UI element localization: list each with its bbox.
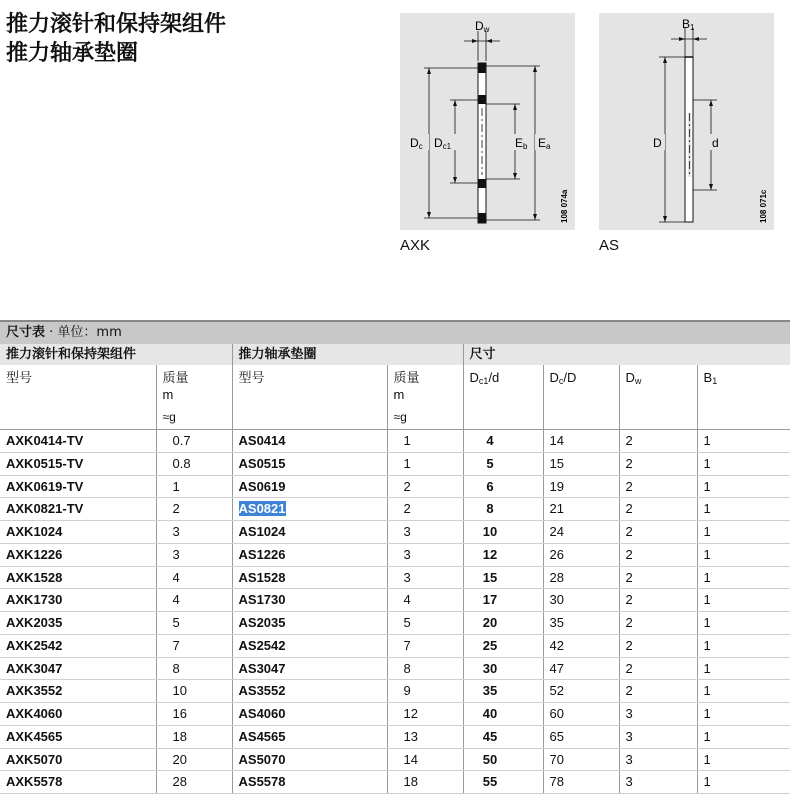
as-mass-cell: 1 [387,430,463,453]
axk-roller-bottom [478,213,486,223]
group-header-as: 推力轴承垫圈 [232,344,463,365]
axk-type-cell: AXK2542 [0,634,156,657]
axk-mass-cell: 28 [156,771,232,794]
dw-cell: 2 [619,657,697,680]
axk-type-cell: AXK5578 [0,771,156,794]
dc-cell: 15 [543,452,619,475]
axk-mass-cell: 3 [156,543,232,566]
as-type-cell: AS1730 [232,589,387,612]
dc-cell: 28 [543,566,619,589]
dc1-cell: 35 [463,680,543,703]
table-caption-bold: 尺寸表 [6,325,46,340]
dc-cell: 60 [543,703,619,726]
dc1-cell: 8 [463,498,543,521]
dc-cell: 26 [543,543,619,566]
as-type-cell: AS3552 [232,680,387,703]
table-row [0,703,790,726]
dw-cell: 2 [619,452,697,475]
col-dw: $D_w$ [619,365,697,430]
axk-mass-cell: 8 [156,657,232,680]
axk-mass-cell: 10 [156,680,232,703]
b1-cell: 1 [697,498,790,521]
axk-roller-inner-top [478,95,486,104]
as-mass-cell: 13 [387,725,463,748]
axk-mass-cell: 16 [156,703,232,726]
axk-mass-cell: 3 [156,521,232,544]
as-mass-cell: 1 [387,452,463,475]
as-diagram [599,13,774,230]
as-mass-cell: 2 [387,475,463,498]
b1-cell: 1 [697,612,790,635]
dc1-cell: 5 [463,452,543,475]
axk-type-cell: AXK3047 [0,657,156,680]
dc1-cell: 17 [463,589,543,612]
b1-cell: 1 [697,475,790,498]
table-row [0,771,790,794]
axk-type-cell: AXK2035 [0,612,156,635]
dc1-cell: 20 [463,612,543,635]
page-title [6,10,226,68]
as-type-cell: AS5070 [232,748,387,771]
as-drawing-code: 108 071c [759,189,768,223]
axk-roller-top [478,63,486,73]
group-header-axk: 推力滚针和保持架组件 [0,344,232,365]
table-row [0,589,790,612]
dc-cell: 65 [543,725,619,748]
dw-cell: 2 [619,589,697,612]
col-as-mass: 质量 m ≈g [387,365,463,430]
table-row [0,634,790,657]
table-caption-unit: · 单位：mm [45,325,122,340]
table-row [0,430,790,453]
axk-type-cell: AXK1226 [0,543,156,566]
b1-cell: 1 [697,452,790,475]
axk-type-cell: AXK0619-TV [0,475,156,498]
dc1-cell: 25 [463,634,543,657]
table-row [0,657,790,680]
as-type-cell: AS1528 [232,566,387,589]
axk-type-cell: AXK5070 [0,748,156,771]
table-row [0,725,790,748]
table-row [0,543,790,566]
table-row [0,612,790,635]
as-mass-cell: 14 [387,748,463,771]
dw-cell: 2 [619,634,697,657]
as-mass-cell: 18 [387,771,463,794]
b1-cell: 1 [697,589,790,612]
dw-cell: 2 [619,498,697,521]
dw-cell: 3 [619,725,697,748]
b1-cell: 1 [697,680,790,703]
axk-type-cell: AXK0515-TV [0,452,156,475]
dc-cell: 14 [543,430,619,453]
axk-mass-cell: 20 [156,748,232,771]
axk-label-dc1: Dc1 [434,136,452,151]
dw-cell: 2 [619,566,697,589]
b1-cell: 1 [697,771,790,794]
dc1-cell: 15 [463,566,543,589]
as-mass-cell: 3 [387,566,463,589]
axk-mass-cell: 7 [156,634,232,657]
axk-type-cell: AXK1528 [0,566,156,589]
dc-cell: 35 [543,612,619,635]
dc1-cell: 50 [463,748,543,771]
axk-type-cell: AXK4060 [0,703,156,726]
col-as-type: 型号 [232,365,387,430]
axk-diagram [400,13,575,230]
as-type-cell: AS0515 [232,452,387,475]
as-mass-cell: 5 [387,612,463,635]
table-row [0,521,790,544]
as-type-cell [232,498,387,521]
dc1-cell: 4 [463,430,543,453]
col-axk-mass: 质量 m ≈g [156,365,232,430]
dc-cell: 30 [543,589,619,612]
as-type-cell: AS2035 [232,612,387,635]
axk-mass-cell: 5 [156,612,232,635]
axk-type-cell: AXK4565 [0,725,156,748]
axk-drawing-code: 108 074a [560,189,569,223]
dc-cell: 21 [543,498,619,521]
b1-cell: 1 [697,566,790,589]
col-b1: $B_1$ [697,365,790,430]
col-axk-type: 型号 [0,365,156,430]
as-type-cell: AS0619 [232,475,387,498]
dc-cell: 70 [543,748,619,771]
axk-roller-inner-bottom [478,179,486,188]
table-row [0,452,790,475]
dc1-cell: 6 [463,475,543,498]
as-label-d-outer: D [653,136,662,150]
axk-type-cell: AXK3552 [0,680,156,703]
dc-cell: 42 [543,634,619,657]
table-row [0,748,790,771]
axk-mass-cell: 4 [156,589,232,612]
col-dc: $D_c/D$ [543,365,619,430]
axk-type-cell: AXK0414-TV [0,430,156,453]
as-mass-cell: 7 [387,634,463,657]
as-mass-cell: 4 [387,589,463,612]
as-mass-cell: 8 [387,657,463,680]
dw-cell: 2 [619,430,697,453]
axk-label-dc: Dc [410,136,423,151]
b1-cell: 1 [697,430,790,453]
as-mass-cell: 9 [387,680,463,703]
axk-drawing [400,13,575,230]
as-drawing [599,13,774,230]
col-dc1: $D_{c1}/d$ [463,365,543,430]
dc-cell: 52 [543,680,619,703]
axk-label-ea: Ea [538,136,551,151]
as-mass-cell: 3 [387,521,463,544]
table-row [0,680,790,703]
dc-cell: 78 [543,771,619,794]
dimension-table [0,320,790,794]
axk-mass-cell: 0.7 [156,430,232,453]
table-caption [0,320,790,344]
axk-mass-cell: 4 [156,566,232,589]
selected-text[interactable]: AS0821 [238,501,286,517]
dc1-cell: 30 [463,657,543,680]
group-header-dimensions: 尺寸 [463,344,790,365]
dc1-cell: 55 [463,771,543,794]
dw-cell: 3 [619,748,697,771]
as-mass-cell: 12 [387,703,463,726]
as-type-cell: AS0414 [232,430,387,453]
as-type-cell: AS2542 [232,634,387,657]
as-type-cell: AS3047 [232,657,387,680]
table-row [0,475,790,498]
dw-cell: 3 [619,771,697,794]
as-label-b1: B1 [682,17,695,32]
dw-cell: 2 [619,680,697,703]
as-type-cell: AS4060 [232,703,387,726]
as-type-cell: AS4565 [232,725,387,748]
b1-cell: 1 [697,634,790,657]
axk-type-cell: AXK1730 [0,589,156,612]
b1-cell: 1 [697,543,790,566]
dw-cell: 3 [619,703,697,726]
as-type-cell: AS5578 [232,771,387,794]
table-row [0,498,790,521]
b1-cell: 1 [697,657,790,680]
table-body [0,430,790,794]
dc-cell: 47 [543,657,619,680]
dw-cell: 2 [619,612,697,635]
title-line-2: 推力轴承垫圈 [6,41,139,66]
dc1-cell: 12 [463,543,543,566]
axk-type-cell: AXK0821-TV [0,498,156,521]
dc-cell: 24 [543,521,619,544]
table-row [0,566,790,589]
dc1-cell: 10 [463,521,543,544]
dw-cell: 2 [619,521,697,544]
title-line-1: 推力滚针和保持架组件 [6,12,227,37]
as-mass-cell: 2 [387,498,463,521]
b1-cell: 1 [697,703,790,726]
as-label-d-inner: d [712,136,719,150]
axk-caption: AXK [400,237,431,254]
b1-cell: 1 [697,521,790,544]
dimension-grid [0,344,790,794]
dc-cell: 19 [543,475,619,498]
axk-label-eb: Eb [515,136,528,151]
as-type-cell: AS1024 [232,521,387,544]
as-caption: AS [599,237,620,254]
axk-mass-cell: 1 [156,475,232,498]
b1-cell: 1 [697,725,790,748]
axk-mass-cell: 18 [156,725,232,748]
axk-type-cell: AXK1024 [0,521,156,544]
as-type-cell: AS1226 [232,543,387,566]
axk-label-dw: Dw [475,19,490,34]
dc1-cell: 45 [463,725,543,748]
axk-mass-cell: 0.8 [156,452,232,475]
b1-cell: 1 [697,748,790,771]
dw-cell: 2 [619,543,697,566]
dc1-cell: 40 [463,703,543,726]
axk-mass-cell: 2 [156,498,232,521]
dw-cell: 2 [619,475,697,498]
as-mass-cell: 3 [387,543,463,566]
